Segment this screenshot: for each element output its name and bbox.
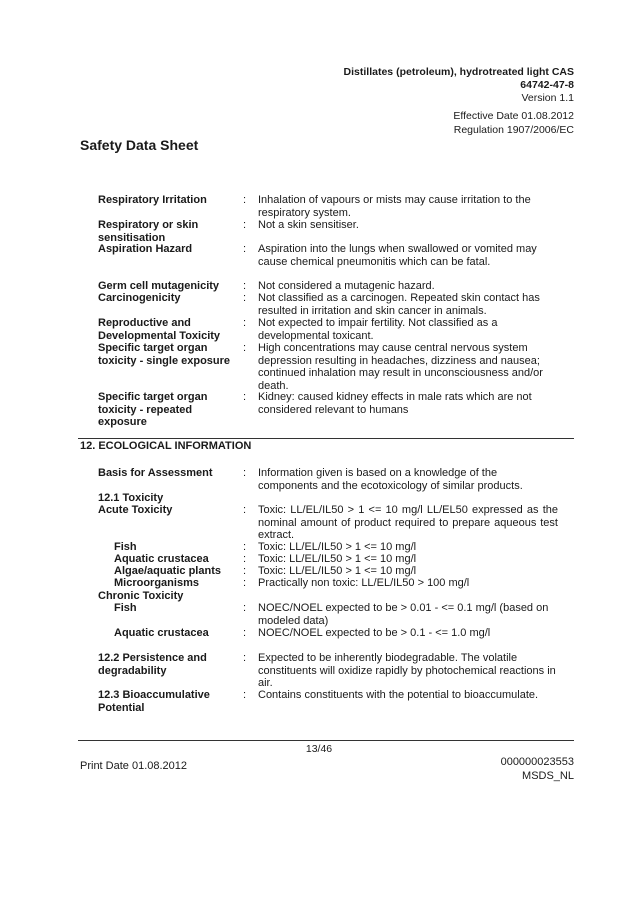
row-label: Chronic Toxicity	[98, 590, 184, 602]
row-label: 12.1 Toxicity	[98, 492, 164, 504]
row-label: Specific target organ toxicity - single exposure	[98, 342, 231, 367]
colon: :	[243, 243, 247, 255]
colon: :	[243, 292, 247, 304]
footer-divider	[78, 740, 574, 741]
row-value: High concentrations may cause central nervous system depression resulting in headaches, dizziness and nausea; continued inhalation may result in unconsciousness and/or death.	[258, 342, 543, 392]
row-label: Basis for Assessment	[98, 467, 213, 479]
colon: :	[243, 652, 247, 664]
colon: :	[243, 467, 247, 479]
colon: :	[243, 541, 247, 553]
regulation: Regulation 1907/2006/EC	[453, 124, 574, 136]
row-value: Not expected to impair fertility. Not classified as a developmental toxicant.	[258, 317, 498, 342]
row-value: Toxic: LL/EL/IL50 > 1 <= 10 mg/l	[258, 565, 417, 577]
colon: :	[243, 565, 247, 577]
effective-date: Effective Date 01.08.2012	[453, 110, 574, 122]
doc-title: Safety Data Sheet	[80, 137, 199, 153]
row-label: Reproductive and Developmental Toxicity	[98, 317, 221, 342]
colon: :	[243, 504, 247, 516]
row-value: Aspiration into the lungs when swallowed or vomited may cause chemical pneumonitis which can be fatal.	[258, 243, 537, 268]
row-label: 12.2 Persistence and degradability	[98, 652, 207, 677]
document-number: 000000023553	[500, 756, 574, 768]
section-12-heading: 12. ECOLOGICAL INFORMATION	[80, 440, 252, 452]
row-label: Specific target organ toxicity - repeated exposure	[98, 391, 208, 429]
page-number: 13/46	[305, 743, 333, 755]
row-value: Inhalation of vapours or mists may cause irritation to the respiratory system.	[258, 194, 531, 219]
row-label: Carcinogenicity	[98, 292, 181, 304]
version: Version 1.1	[521, 92, 574, 104]
document-id	[501, 755, 574, 783]
row-value: Not a skin sensitiser.	[258, 219, 359, 231]
colon: :	[243, 689, 247, 701]
row-label: Acute Toxicity	[98, 504, 173, 516]
colon: :	[243, 577, 247, 589]
row-value: Not considered a mutagenic hazard.	[258, 280, 435, 292]
row-value: Kidney: caused kidney effects in male rats which are not considered relevant to humans	[258, 391, 532, 416]
row-value: Toxic: LL/EL/IL50 > 1 <= 10 mg/l LL/EL50 expressed as the nominal amount of product required to prepare aqueous test extract.	[258, 504, 558, 542]
colon: :	[243, 194, 247, 206]
row-value: Toxic: LL/EL/IL50 > 1 <= 10 mg/l	[258, 553, 417, 565]
row-value: NOEC/NOEL expected to be > 0.01 - <= 0.1 mg/l (based on modeled data)	[258, 602, 549, 627]
row-label: Aquatic crustacea	[114, 553, 209, 565]
row-label: Aquatic crustacea	[114, 627, 209, 639]
row-label: Aspiration Hazard	[98, 243, 193, 255]
colon: :	[243, 391, 247, 403]
row-value: Not classified as a carcinogen. Repeated skin contact has resulted in irritation and skin cancer in animals.	[258, 292, 540, 317]
product-cas-number: 64742-47-8	[520, 79, 574, 91]
product-name	[344, 66, 574, 92]
row-label: Microorganisms	[114, 577, 199, 589]
row-label: Germ cell mutagenicity	[98, 280, 220, 292]
row-label: Respiratory or skin sensitisation	[98, 219, 199, 244]
product-name-line1: Distillates (petroleum), hydrotreated light CAS	[343, 66, 574, 78]
row-label: Algae/aquatic plants	[114, 565, 221, 577]
row-label: Fish	[114, 541, 137, 553]
colon: :	[243, 317, 247, 329]
row-label: Fish	[114, 602, 137, 614]
row-value: Toxic: LL/EL/IL50 > 1 <= 10 mg/l	[258, 541, 417, 553]
document-code: MSDS_NL	[522, 770, 574, 782]
colon: :	[243, 280, 247, 292]
row-value: Practically non toxic: LL/EL/IL50 > 100 mg/l	[258, 577, 470, 589]
section-divider	[78, 438, 574, 439]
colon: :	[243, 553, 247, 565]
colon: :	[243, 342, 247, 354]
row-value: Information given is based on a knowledge of the components and the ecotoxicology of similar products.	[258, 467, 523, 492]
row-value: NOEC/NOEL expected to be > 0.1 - <= 1.0 mg/l	[258, 627, 491, 639]
row-label: 12.3 Bioaccumulative Potential	[98, 689, 210, 714]
colon: :	[243, 627, 247, 639]
print-date: Print Date 01.08.2012	[80, 760, 188, 772]
row-value: Contains constituents with the potential to bioaccumulate.	[258, 689, 539, 701]
row-label: Respiratory Irritation	[98, 194, 207, 206]
colon: :	[243, 602, 247, 614]
colon: :	[243, 219, 247, 231]
row-value: Expected to be inherently biodegradable. The volatile constituents will oxidize rapidly by photochemical reactions in air.	[258, 652, 556, 690]
